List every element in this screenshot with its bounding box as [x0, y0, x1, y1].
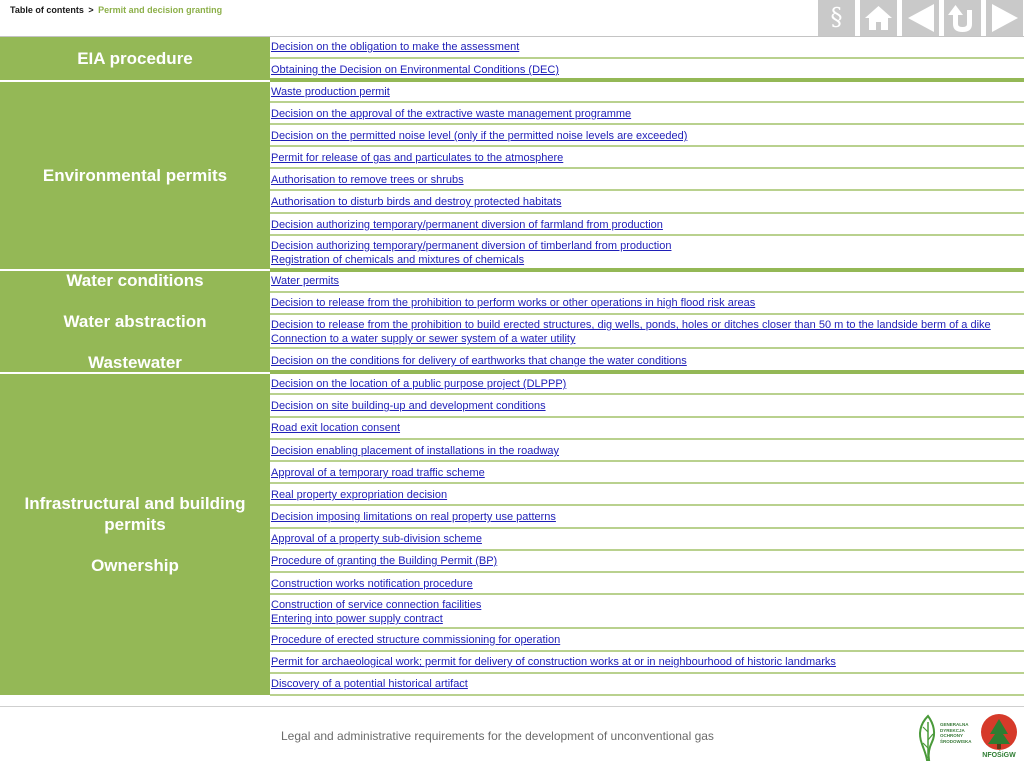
category-eia	[0, 37, 270, 80]
link-earthworks[interactable]: Decision on the conditions for delivery of earthworks that change the water conditions	[271, 355, 687, 367]
forward-button[interactable]	[986, 0, 1023, 36]
row-divider	[270, 234, 1024, 236]
back-button[interactable]	[902, 0, 939, 36]
footer-text: Legal and administrative requirements for the development of unconventional gas	[281, 729, 714, 743]
link-building-permit[interactable]: Procedure of granting the Building Permit (BP)	[271, 555, 498, 567]
breadcrumb-root-link[interactable]: Table of contents	[10, 5, 84, 15]
home-button[interactable]	[860, 0, 897, 36]
leaf-logo-icon	[916, 714, 940, 762]
link-expropriation[interactable]: Real property expropriation decision	[271, 489, 448, 501]
link-extractive-waste[interactable]: Decision on the approval of the extractive waste management programme	[271, 108, 632, 120]
category-label: EIA procedure	[77, 49, 193, 68]
link-roadway-installations[interactable]: Decision enabling placement of installations in the roadway	[271, 445, 560, 457]
section-icon: §	[830, 3, 843, 31]
row-divider	[270, 672, 1024, 674]
link-gas-release[interactable]: Permit for release of gas and particulates to the atmosphere	[271, 152, 564, 164]
link-water-permits[interactable]: Water permits	[271, 275, 340, 287]
back-arrow-icon	[902, 0, 939, 36]
row-divider	[270, 291, 1024, 293]
section-divider	[270, 268, 1024, 272]
category-label: permits	[104, 515, 166, 534]
link-service-connection[interactable]: Construction of service connection facilities	[271, 599, 482, 611]
row-divider	[270, 393, 1024, 395]
section-divider	[270, 370, 1024, 374]
link-use-limitations[interactable]: Decision imposing limitations on real property use patterns	[271, 511, 556, 523]
row-divider	[270, 123, 1024, 125]
category-environmental	[0, 82, 270, 269]
breadcrumb	[10, 5, 222, 15]
row-divider	[270, 212, 1024, 214]
row-divider	[270, 527, 1024, 529]
breadcrumb-separator: >	[88, 5, 94, 15]
category-water	[0, 271, 270, 372]
category-label: Water conditions	[66, 271, 204, 290]
link-commissioning[interactable]: Procedure of erected structure commissioning for operation	[271, 634, 561, 646]
link-historical-artifact[interactable]: Discovery of a potential historical artifact	[271, 678, 468, 690]
row-divider	[270, 694, 1024, 696]
link-farmland-diversion[interactable]: Decision authorizing temporary/permanent diversion of farmland from production	[271, 219, 663, 231]
link-power-supply[interactable]: Entering into power supply contract	[271, 613, 443, 625]
link-timberland-diversion[interactable]: Decision authorizing temporary/permanent diversion of timberland from production	[271, 240, 672, 252]
category-label: Ownership	[91, 556, 179, 575]
row-divider	[270, 482, 1024, 484]
link-dike-distance[interactable]: Decision to release from the prohibition to build erected structures, dig wells, ponds, holes or ditches closer than 50 m to the landside berm of a dike	[271, 319, 991, 331]
gdos-logo-text: GENERALNA DYREKCJA OCHRONY ŚRODOWISKA	[940, 722, 972, 744]
return-icon	[944, 0, 981, 36]
row-divider	[270, 627, 1024, 629]
link-assessment-obligation[interactable]: Decision on the obligation to make the assessment	[271, 41, 520, 53]
row-divider	[270, 145, 1024, 147]
row-divider	[270, 460, 1024, 462]
gdos-logo	[916, 714, 976, 762]
link-road-traffic[interactable]: Approval of a temporary road traffic scheme	[271, 467, 485, 479]
row-divider	[270, 416, 1024, 418]
link-dec[interactable]: Obtaining the Decision on Environmental Conditions (DEC)	[271, 64, 559, 76]
row-divider	[270, 571, 1024, 573]
row-divider	[270, 650, 1024, 652]
row-divider	[270, 57, 1024, 59]
link-flood-risk[interactable]: Decision to release from the prohibition to perform works or other operations in high flood risk areas	[271, 297, 756, 309]
category-label: Environmental permits	[42, 166, 228, 185]
row-divider	[270, 101, 1024, 103]
row-divider	[270, 593, 1024, 595]
nfosigw-logo-text: NFOŚiGW	[982, 752, 1016, 759]
link-road-exit[interactable]: Road exit location consent	[271, 422, 401, 434]
category-label: Wastewater	[88, 353, 182, 372]
forward-arrow-icon	[986, 0, 1024, 36]
link-subdivision[interactable]: Approval of a property sub-division scheme	[271, 533, 482, 545]
row-divider	[270, 189, 1024, 191]
nfosigw-logo	[978, 712, 1020, 764]
home-icon	[860, 0, 897, 36]
row-divider	[270, 438, 1024, 440]
link-waste-permit[interactable]: Waste production permit	[271, 86, 390, 98]
category-label: Water abstraction	[63, 312, 207, 331]
row-divider	[270, 347, 1024, 349]
link-noise-level[interactable]: Decision on the permitted noise level (only if the permitted noise levels are exceeded)	[271, 130, 688, 142]
link-building-conditions[interactable]: Decision on site building-up and development conditions	[271, 400, 546, 412]
nfosigw-emblem-icon	[978, 712, 1020, 752]
row-divider	[270, 504, 1024, 506]
category-label: Infrastructural and building	[24, 494, 246, 513]
row-divider	[270, 167, 1024, 169]
header-bar	[0, 0, 1024, 36]
category-infrastructure	[0, 374, 270, 695]
section-button[interactable]	[818, 0, 855, 36]
link-dlppp[interactable]: Decision on the location of a public purpose project (DLPPP)	[271, 378, 567, 390]
link-construction-notification[interactable]: Construction works notification procedure	[271, 578, 473, 590]
link-chemicals-registration[interactable]: Registration of chemicals and mixtures of chemicals	[271, 254, 525, 266]
footer-divider	[0, 706, 1024, 707]
link-archaeological[interactable]: Permit for archaeological work; permit for delivery of construction works at or in neighbourhood of historic landmarks	[271, 656, 836, 668]
breadcrumb-current: Permit and decision granting	[98, 5, 223, 15]
link-disturb-birds[interactable]: Authorisation to disturb birds and destroy protected habitats	[271, 196, 562, 208]
link-water-utility-connection[interactable]: Connection to a water supply or sewer system of a water utility	[271, 333, 576, 345]
return-button[interactable]	[944, 0, 981, 36]
section-divider	[270, 78, 1024, 82]
row-divider	[270, 549, 1024, 551]
row-divider	[270, 313, 1024, 315]
link-remove-trees[interactable]: Authorisation to remove trees or shrubs	[271, 174, 464, 186]
